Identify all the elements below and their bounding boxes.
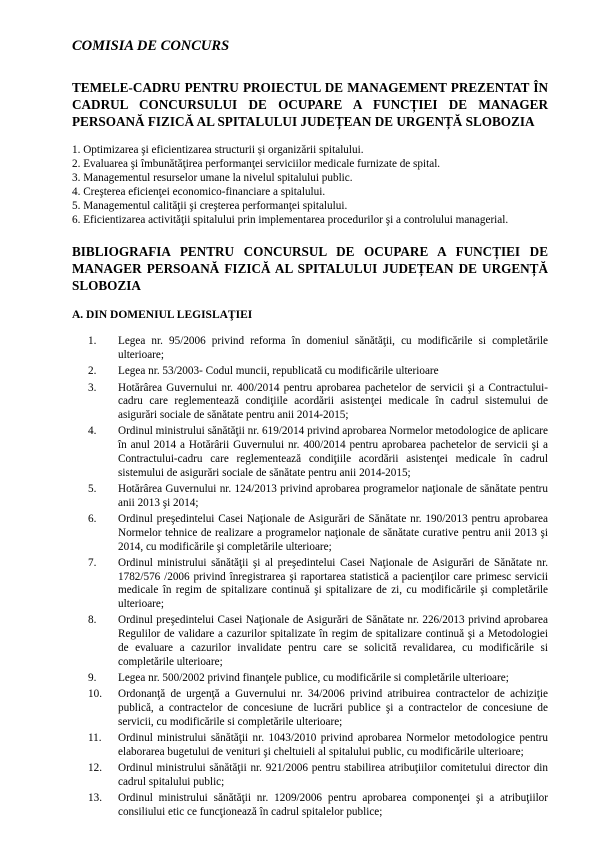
item-text: Ordinul preşedintelui Casei Naţionale de Asigurări de Sănătate nr. 226/2013 privind aprobarea Regulilor de validare a cazurilor spitalizate în regim de spitalizare continuă şi a Metodologiei de evaluare a cazurilor invalidate pentru care se solicită revalidarea, cu modificările si completările ulterioare; (118, 614, 548, 668)
item-number: 5. (88, 482, 97, 495)
item-text: Ordinul ministrului sănătăţii nr. 619/2014 privind aprobarea Normelor metodologice de aplicare în anul 2014 a Hotărârii Guvernului nr. 400/2014 pentru aprobarea pachetelor de servicii şi a Contractului-cadru care reglementează condiţiile acordării asistenţei medicale în cadrul sistemului de asigurări sociale de sănătate pentru anii 2014-2015; (118, 425, 548, 479)
item-text: Ordonanţă de urgenţă a Guvernului nr. 34/2006 privind atribuirea contractelor de achiziţie publică, a contractelor de concesiune de lucrări publice şi a contractelor de concesiune de servicii, cu modificările si completările ulterioare; (118, 688, 548, 728)
bibliography-item (72, 513, 548, 554)
bibliography-item (72, 672, 548, 686)
item-number: 6. (88, 512, 97, 525)
bibliography-item (72, 425, 548, 480)
item-number: 10. (88, 688, 102, 701)
item-text: Legea nr. 95/2006 privind reforma în domeniul sănătăţii, cu modificările si completările ulterioare; (118, 335, 548, 362)
item-text: Legea nr. 53/2003- Codul muncii, republicată cu modificările ulterioare (118, 365, 439, 378)
item-number: 11. (88, 731, 102, 744)
item-text: Ordinul ministrului sănătăţii nr. 1209/2006 pentru aprobarea componenţei şi a atribuţiilor consiliului etic ce funcţionează în cadrul spitalelor publice; (118, 791, 548, 818)
item-number: 3. (88, 381, 97, 394)
item-text: Ordinul ministrului sănătăţii nr. 1043/2010 privind aprobarea Normelor metodologice pentru elaborarea bugetului de venituri şi cheltuieli al spitalului public, cu modificările ulterioare; (118, 731, 548, 758)
bibliography-item (72, 732, 548, 760)
item-text: Legea nr. 500/2002 privind finanţele publice, cu modificările si completările ulterioare; (118, 671, 509, 684)
bibliography-item (72, 365, 548, 379)
heading-management-themes: TEMELE-CADRU PENTRU PROIECTUL DE MANAGEMENT PREZENTAT ÎN CADRUL CONCURSULUI DE OCUPARE A FUNCȚIEI DE MANAGER PERSOANĂ FIZICĂ AL SPITALULUI JUDEȚEAN DE URGENȚĂ SLOBOZIA (72, 80, 548, 129)
section-legislation-title: A. DIN DOMENIUL LEGISLAŢIEI (72, 309, 253, 322)
bibliography-item (72, 557, 548, 612)
item-text: Ordinul ministrului sănătăţii nr. 921/2006 pentru stabilirea atribuţiilor comitetului director din cadrul spitalului public; (118, 761, 548, 788)
themes-list (72, 144, 548, 227)
bibliography-item (72, 792, 548, 820)
bibliography-item (72, 614, 548, 669)
bibliography-item (72, 688, 548, 729)
item-number: 13. (88, 791, 102, 804)
bibliography-list (72, 335, 548, 819)
item-text: Hotărârea Guvernului nr. 124/2013 privind aprobarea programelor naţionale de sănătate pentru anii 2013 şi 2014; (118, 482, 548, 509)
item-number: 1. (88, 335, 97, 348)
item-number: 8. (88, 614, 97, 627)
item-number: 2. (88, 365, 97, 378)
bibliography-item (72, 762, 548, 790)
item-text: Ordinul ministrului sănătăţii şi al preşedintelui Casei Naţionale de Asigurări de Sănătate nr. 1782/576 /2006 privind înregistrarea şi raportarea statistică a pacienţilor care primesc servicii medicale în regim de spitalizare continuă şi spitalizare de zi, cu modificările şi completările ulterioare; (118, 556, 548, 611)
commission-title: COMISIA DE CONCURS (72, 38, 230, 54)
theme-item: 3. Managementul resurselor umane la nivelul spitalului public. (72, 171, 353, 184)
item-number: 4. (88, 425, 97, 438)
theme-item: 5. Managementul calităţii şi creşterea performanţei spitalului. (72, 199, 348, 212)
item-number: 7. (88, 556, 97, 569)
theme-item: 2. Evaluarea şi îmbunătăţirea performanţei serviciilor medicale furnizate de spital. (72, 157, 441, 170)
bibliography-item (72, 382, 548, 423)
item-text: Ordinul preşedintelui Casei Naţionale de Asigurări de Sănătate nr. 190/2013 pentru aprobarea Normelor tehnice de realizare a programelor naţionale de sănătate curative pentru anii 2013 şi 2014, cu modificările şi completările ulterioare; (118, 512, 548, 553)
item-number: 9. (88, 671, 97, 684)
item-text: Hotărârea Guvernului nr. 400/2014 pentru aprobarea pachetelor de servicii şi a Contractului-cadru care reglementează condiţiile acordării asistenţei medicale în cadrul sistemului de asigurări sociale de sănătate pentru anii 2014-2015; (118, 381, 548, 422)
theme-item: 6. Eficientizarea activităţii spitalului prin implementarea procedurilor şi a controlului managerial. (72, 213, 509, 226)
item-number: 12. (88, 761, 102, 774)
bibliography-item (72, 483, 548, 511)
heading-bibliography: BIBLIOGRAFIA PENTRU CONCURSUL DE OCUPARE A FUNCȚIEI DE MANAGER PERSOANĂ FIZICĂ AL SPITALULUI JUDEȚEAN DE URGENȚĂ SLOBOZIA (72, 244, 548, 294)
theme-item: 1. Optimizarea şi eficientizarea structurii și organizării spitalului. (72, 144, 364, 156)
theme-item: 4. Creşterea eficienţei economico-financiare a spitalului. (72, 185, 326, 198)
bibliography-item (72, 335, 548, 363)
